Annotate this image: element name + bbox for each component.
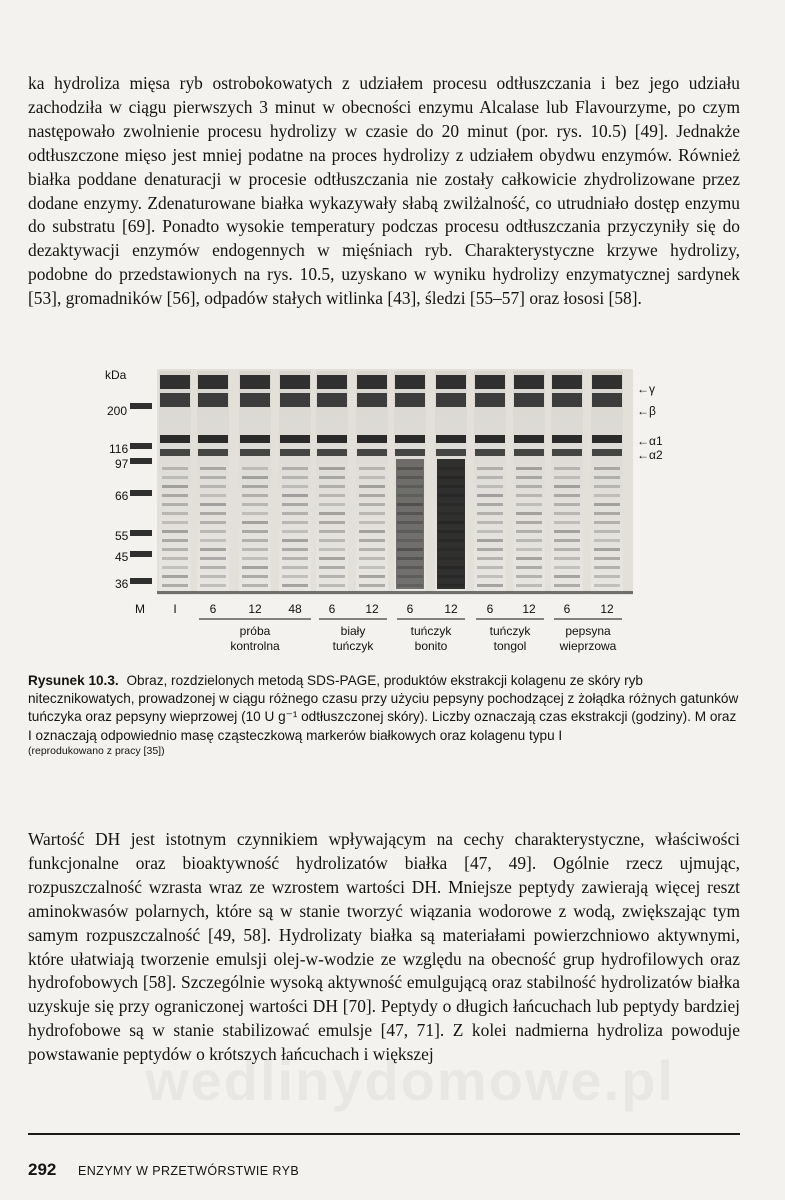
band-faint bbox=[359, 503, 385, 506]
band-alpha2 bbox=[240, 449, 270, 456]
band-faint bbox=[359, 467, 385, 470]
band-faint bbox=[319, 539, 345, 542]
band-faint bbox=[200, 566, 226, 569]
band-faint bbox=[359, 512, 385, 515]
band-faint bbox=[477, 485, 503, 488]
band-faint bbox=[516, 548, 542, 551]
band-faint bbox=[554, 530, 580, 533]
band-faint bbox=[242, 476, 268, 479]
band-alpha1 bbox=[357, 435, 387, 443]
marker-band bbox=[130, 578, 152, 584]
band-faint bbox=[282, 485, 308, 488]
band-faint bbox=[319, 494, 345, 497]
band-gamma bbox=[475, 375, 505, 389]
group-bonito-line1: tuńczyk bbox=[410, 624, 452, 638]
band-label-alpha2: ←α2 bbox=[637, 448, 663, 462]
band-faint bbox=[594, 485, 620, 488]
band-beta bbox=[592, 393, 622, 407]
band-beta bbox=[552, 393, 582, 407]
lane-label-white-6: 6 bbox=[328, 602, 336, 616]
band-faint bbox=[516, 530, 542, 533]
bonito-smear bbox=[396, 459, 424, 589]
band-faint bbox=[162, 494, 188, 497]
band-faint bbox=[359, 476, 385, 479]
band-alpha1 bbox=[395, 435, 425, 443]
group-white-line1: biały bbox=[340, 624, 366, 638]
band-alpha2 bbox=[592, 449, 622, 456]
band-faint bbox=[319, 566, 345, 569]
kda-label: kDa bbox=[105, 368, 127, 382]
gel-image bbox=[95, 363, 695, 663]
band-faint bbox=[200, 584, 226, 587]
band-faint bbox=[242, 548, 268, 551]
band-faint bbox=[594, 539, 620, 542]
band-faint bbox=[554, 512, 580, 515]
band-faint bbox=[200, 530, 226, 533]
band-faint bbox=[554, 467, 580, 470]
band-alpha2 bbox=[395, 449, 425, 456]
band-beta bbox=[240, 393, 270, 407]
band-faint bbox=[516, 584, 542, 587]
band-faint bbox=[282, 494, 308, 497]
band-faint bbox=[282, 575, 308, 578]
band-gamma bbox=[395, 375, 425, 389]
band-faint bbox=[359, 584, 385, 587]
band-beta bbox=[395, 393, 425, 407]
band-faint bbox=[594, 494, 620, 497]
band-alpha1 bbox=[436, 435, 466, 443]
sds-page-gel-figure bbox=[95, 363, 695, 663]
marker-band bbox=[130, 458, 152, 464]
band-alpha2 bbox=[317, 449, 347, 456]
band-faint bbox=[200, 467, 226, 470]
band-gamma bbox=[240, 375, 270, 389]
band-faint bbox=[554, 494, 580, 497]
band-gamma bbox=[514, 375, 544, 389]
lane-label-bonito-12: 12 bbox=[444, 602, 458, 616]
lane-labels bbox=[135, 602, 614, 616]
band-beta bbox=[475, 393, 505, 407]
band-faint bbox=[594, 512, 620, 515]
band-alpha2 bbox=[475, 449, 505, 456]
band-faint bbox=[282, 566, 308, 569]
band-gamma bbox=[160, 375, 190, 389]
band-faint bbox=[359, 548, 385, 551]
caption-source: (reprodukowano z pracy [35]) bbox=[28, 744, 165, 757]
band-beta bbox=[198, 393, 228, 407]
band-faint bbox=[477, 494, 503, 497]
band-gamma bbox=[436, 375, 466, 389]
band-faint bbox=[477, 512, 503, 515]
band-faint bbox=[477, 557, 503, 560]
lane-label-control-48: 48 bbox=[288, 602, 302, 616]
band-faint bbox=[242, 512, 268, 515]
band-faint bbox=[162, 512, 188, 515]
band-faint bbox=[242, 530, 268, 533]
band-faint bbox=[282, 548, 308, 551]
band-faint bbox=[319, 584, 345, 587]
band-faint bbox=[477, 584, 503, 587]
marker-label-45: 45 bbox=[115, 550, 129, 564]
band-faint bbox=[359, 494, 385, 497]
bonito-smear bbox=[437, 459, 465, 589]
band-faint bbox=[554, 503, 580, 506]
band-faint bbox=[242, 467, 268, 470]
band-label-gamma: ←γ bbox=[637, 382, 655, 396]
group-control-line1: próba bbox=[239, 624, 271, 638]
band-faint bbox=[200, 476, 226, 479]
band-faint bbox=[516, 575, 542, 578]
band-gamma bbox=[280, 375, 310, 389]
lane-label-pork-6: 6 bbox=[563, 602, 571, 616]
band-faint bbox=[477, 548, 503, 551]
band-faint bbox=[516, 494, 542, 497]
band-faint bbox=[554, 566, 580, 569]
band-faint bbox=[594, 566, 620, 569]
band-gamma bbox=[592, 375, 622, 389]
band-alpha1 bbox=[280, 435, 310, 443]
band-faint bbox=[162, 575, 188, 578]
band-faint bbox=[200, 575, 226, 578]
band-faint bbox=[282, 521, 308, 524]
group-pork-line2: wieprzowa bbox=[559, 639, 617, 653]
lane-label-control-6: 6 bbox=[209, 602, 217, 616]
band-faint bbox=[477, 467, 503, 470]
band-alpha1 bbox=[514, 435, 544, 443]
band-faint bbox=[162, 584, 188, 587]
band-faint bbox=[242, 503, 268, 506]
band-faint bbox=[359, 539, 385, 542]
band-faint bbox=[554, 548, 580, 551]
band-faint bbox=[242, 494, 268, 497]
band-faint bbox=[242, 485, 268, 488]
band-alpha2 bbox=[280, 449, 310, 456]
band-faint bbox=[594, 530, 620, 533]
band-faint bbox=[594, 503, 620, 506]
lane-label-tongol-12: 12 bbox=[522, 602, 536, 616]
band-faint bbox=[282, 512, 308, 515]
band-faint bbox=[200, 485, 226, 488]
band-alpha2 bbox=[357, 449, 387, 456]
band-faint bbox=[594, 575, 620, 578]
marker-band bbox=[130, 490, 152, 496]
band-faint bbox=[554, 584, 580, 587]
band-faint bbox=[477, 575, 503, 578]
band-faint bbox=[282, 476, 308, 479]
caption-label: Rysunek 10.3. bbox=[28, 673, 119, 688]
band-faint bbox=[554, 539, 580, 542]
band-faint bbox=[162, 566, 188, 569]
group-pork-line1: pepsyna bbox=[565, 624, 611, 638]
band-faint bbox=[554, 557, 580, 560]
band-faint bbox=[162, 530, 188, 533]
running-head: ENZYMY W PRZETWÓRSTWIE RYB bbox=[78, 1164, 300, 1178]
band-faint bbox=[477, 566, 503, 569]
band-faint bbox=[359, 530, 385, 533]
group-control-line2: kontrolna bbox=[230, 639, 280, 653]
band-faint bbox=[162, 557, 188, 560]
band-faint bbox=[516, 485, 542, 488]
body-paragraph-bottom: Wartość DH jest istotnym czynnikiem wpływającym na cechy charakterystyczne, właściwości funkcjonalne oraz bioaktywność hydrolizatów białka [47, 49]. Ogólnie rzecz ujmując, rozpuszczalność wzrasta wraz ze wzrostem wartości DH. Mniejsze peptydy zawierają więcej reszt aminokwasów polarnych, które są w stanie tworzyć wiązania wodorowe z wodą, zwiększając tym samym rozpuszczalność [49, 58]. Hydrolizaty białka są materiałami powierzchniowo aktywnymi, które ułatwiają tworzenie emulsji olej-w-wodzie ze względu na obecność grup hydrofilowych oraz hydrofobowych [58]. Szczególnie wysoką aktywność emulgującą oraz stabilność hydrolizatów białka uzyskuje się przy ograniczonej wartości DH [70]. Peptydy o długich łańcuchach lub peptydy bardziej hydrofobowe są w stanie stabilizować emulsje [47, 71]. Z kolei nadmierna hydroliza powoduje powstawanie peptydów o krótszych łańcuchach i większej bbox=[28, 829, 740, 1065]
band-beta bbox=[357, 393, 387, 407]
band-faint bbox=[516, 512, 542, 515]
group-white-line2: tuńczyk bbox=[332, 639, 374, 653]
band-faint bbox=[162, 503, 188, 506]
band-faint bbox=[282, 467, 308, 470]
band-gamma bbox=[317, 375, 347, 389]
band-faint bbox=[282, 530, 308, 533]
marker-label-55: 55 bbox=[115, 529, 129, 543]
marker-band bbox=[130, 551, 152, 557]
lane-label-tongol-6: 6 bbox=[486, 602, 494, 616]
band-alpha2 bbox=[198, 449, 228, 456]
band-faint bbox=[594, 584, 620, 587]
figure-caption bbox=[28, 672, 740, 758]
band-gamma bbox=[357, 375, 387, 389]
marker-band bbox=[130, 530, 152, 536]
band-alpha1 bbox=[317, 435, 347, 443]
band-faint bbox=[554, 485, 580, 488]
band-faint bbox=[477, 476, 503, 479]
band-faint bbox=[319, 467, 345, 470]
band-faint bbox=[242, 566, 268, 569]
band-alpha1 bbox=[160, 435, 190, 443]
band-faint bbox=[594, 557, 620, 560]
band-faint bbox=[516, 476, 542, 479]
band-label-beta: ←β bbox=[637, 404, 656, 418]
marker-label-36: 36 bbox=[115, 577, 129, 591]
caption-text: Obraz, rozdzielonych metodą SDS-PAGE, produktów ekstrakcji kolagenu ze skóry ryb nitecznikowatych, prowadzonej w ciągu różnego czasu przy użyciu pepsyny pochodzącej z żołądka różnych gatunków tuńczyka oraz pepsyny wieprzowej (10 U g⁻¹ odtłuszczonej skóry). Liczby oznaczają czas ekstrakcji (godziny). M oraz I oznaczają odpowiednio masę cząsteczkową markerów białkowych oraz kolagenu typu I bbox=[28, 673, 739, 743]
band-faint bbox=[242, 557, 268, 560]
band-faint bbox=[516, 557, 542, 560]
page-number: 292 bbox=[28, 1160, 57, 1179]
lane-label-bonito-6: 6 bbox=[406, 602, 414, 616]
band-faint bbox=[162, 467, 188, 470]
band-beta bbox=[160, 393, 190, 407]
band-faint bbox=[516, 539, 542, 542]
band-faint bbox=[319, 575, 345, 578]
band-label-alpha1: ←α1 bbox=[637, 434, 663, 448]
band-beta bbox=[436, 393, 466, 407]
group-tongol-line2: tongol bbox=[493, 639, 527, 653]
band-faint bbox=[319, 530, 345, 533]
band-faint bbox=[282, 539, 308, 542]
band-faint bbox=[359, 557, 385, 560]
marker-band bbox=[130, 403, 152, 409]
band-faint bbox=[242, 539, 268, 542]
band-beta bbox=[317, 393, 347, 407]
band-faint bbox=[359, 566, 385, 569]
band-alpha2 bbox=[436, 449, 466, 456]
band-faint bbox=[554, 521, 580, 524]
lane-label-m: M bbox=[135, 602, 145, 616]
band-faint bbox=[200, 548, 226, 551]
band-alpha1 bbox=[592, 435, 622, 443]
band-faint bbox=[516, 521, 542, 524]
band-faint bbox=[359, 521, 385, 524]
band-faint bbox=[319, 548, 345, 551]
band-faint bbox=[477, 530, 503, 533]
band-faint bbox=[477, 539, 503, 542]
band-faint bbox=[200, 539, 226, 542]
lane-label-control-12: 12 bbox=[248, 602, 262, 616]
band-faint bbox=[200, 521, 226, 524]
band-alpha1 bbox=[475, 435, 505, 443]
lane-label-white-12: 12 bbox=[365, 602, 379, 616]
band-alpha2 bbox=[160, 449, 190, 456]
band-faint bbox=[516, 503, 542, 506]
band-faint bbox=[200, 512, 226, 515]
band-alpha2 bbox=[552, 449, 582, 456]
band-faint bbox=[200, 503, 226, 506]
band-faint bbox=[282, 557, 308, 560]
marker-band bbox=[130, 443, 152, 449]
footer-rule bbox=[28, 1133, 740, 1135]
band-faint bbox=[594, 476, 620, 479]
dye-front bbox=[157, 591, 633, 594]
watermark bbox=[90, 1048, 730, 1113]
group-tongol-line1: tuńczyk bbox=[489, 624, 531, 638]
gel-lanes bbox=[130, 371, 633, 594]
band-faint bbox=[359, 485, 385, 488]
band-beta bbox=[280, 393, 310, 407]
band-alpha1 bbox=[240, 435, 270, 443]
band-faint bbox=[319, 512, 345, 515]
band-gamma bbox=[198, 375, 228, 389]
marker-label-66: 66 bbox=[115, 489, 129, 503]
band-faint bbox=[554, 575, 580, 578]
band-faint bbox=[162, 521, 188, 524]
band-faint bbox=[162, 476, 188, 479]
band-faint bbox=[319, 503, 345, 506]
band-faint bbox=[477, 503, 503, 506]
band-faint bbox=[477, 521, 503, 524]
band-faint bbox=[594, 467, 620, 470]
band-faint bbox=[282, 503, 308, 506]
band-gamma bbox=[552, 375, 582, 389]
body-paragraph-top: ka hydroliza mięsa ryb ostrobokowatych z udziałem procesu odtłuszczania i bez jego udziału zachodziła w ciągu pierwszych 3 minut w obecności enzymu Alcalase lub Flavourzyme, po czym następowało zwolnienie procesu hydrolizy w czasie do 20 minut (por. rys. 10.5) [49]. Jednakże odtłuszczone mięso jest mniej podatne na proces hydrolizy z udziałem obydwu enzymów. Również białka poddane denaturacji w procesie odtłuszczania nie zostały całkowicie zhydrolizowane przez dodane enzymy. Zdenaturowane białka wykazywały słabą zwilżalność, co utrudniało dostęp enzymu do substratu [69]. Ponadto wysokie temperatury podczas procesu odtłuszczania przyczyniły się do dezaktywacji enzymów endogennych w mięśniach ryb. Charakterystyczne krzywe hydrolizy, podobne do przedstawionych na rys. 10.5, uzyskano w wyniku hydrolizy enzymatycznej sardynek [53], gromadników [56], odpadów stałych witlinka [43], śledzi [55–57] oraz łososi [58]. bbox=[28, 73, 740, 309]
band-faint bbox=[282, 584, 308, 587]
band-faint bbox=[242, 521, 268, 524]
band-alpha1 bbox=[198, 435, 228, 443]
band-beta bbox=[514, 393, 544, 407]
marker-label-116: 116 bbox=[109, 442, 129, 456]
band-faint bbox=[162, 548, 188, 551]
marker-label-97: 97 bbox=[115, 457, 129, 471]
band-faint bbox=[319, 521, 345, 524]
lane-label-i: I bbox=[173, 602, 177, 616]
band-faint bbox=[242, 584, 268, 587]
band-faint bbox=[242, 575, 268, 578]
band-alpha1 bbox=[552, 435, 582, 443]
band-faint bbox=[554, 476, 580, 479]
group-bonito-line2: bonito bbox=[414, 639, 448, 653]
band-faint bbox=[162, 485, 188, 488]
band-faint bbox=[162, 539, 188, 542]
marker-label-200: 200 bbox=[107, 404, 128, 418]
band-faint bbox=[319, 557, 345, 560]
band-faint bbox=[359, 575, 385, 578]
lane-label-pork-12: 12 bbox=[600, 602, 614, 616]
band-faint bbox=[594, 548, 620, 551]
band-faint bbox=[319, 485, 345, 488]
band-faint bbox=[319, 476, 345, 479]
band-faint bbox=[200, 494, 226, 497]
band-faint bbox=[594, 521, 620, 524]
band-faint bbox=[200, 557, 226, 560]
band-alpha2 bbox=[514, 449, 544, 456]
band-faint bbox=[516, 467, 542, 470]
band-faint bbox=[516, 566, 542, 569]
